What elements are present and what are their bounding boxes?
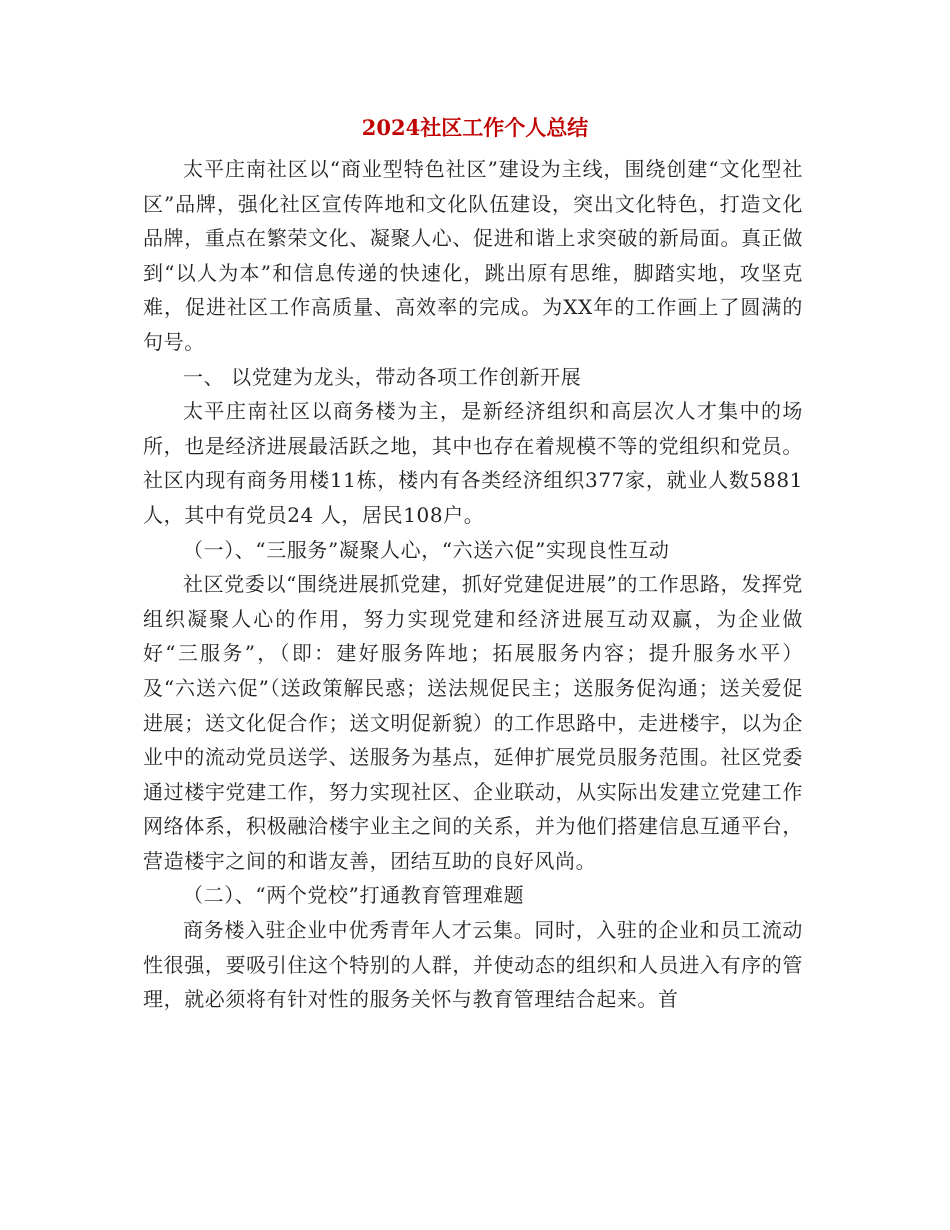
paragraph-community-overview: 太平庄南社区以商务楼为主，是新经济组织和高层次人才集中的场所，也是经济进展最活跃之地，其中也存在着规模不等的党组织和党员。社区内现有商务用楼11栋，楼内有各类经济组织377家，就业人数5881人，其中有党员24 人，居民108户。 xyxy=(143,399,803,527)
paragraph-intro: 太平庄南社区以“商业型特色社区”建设为主线，围绕创建“文化型社区”品牌，强化社区宣传阵地和文化队伍建设，突出文化特色，打造文化品牌，重点在繁荣文化、凝聚人心、促进和谐上求突破的新局面。真正做到“以人为本”和信息传递的快速化，跳出原有思维，脚踏实地，攻坚克难，促进社区工作高质量、高效率的完成。为XX年的工作画上了圆满的句号。 xyxy=(143,157,803,354)
section-heading-1: 一、 以党建为龙头，带动各项工作创新开展 xyxy=(183,364,582,389)
subsection-heading-1: （一）、“三服务”凝聚人心，“六送六促”实现良性互动 xyxy=(183,537,670,562)
paragraph-business-buildings: 商务楼入驻企业中优秀青年人才云集。同时，入驻的企业和员工流动性很强，要吸引住这个特别的人群，并使动态的组织和人员进入有序的管理，就必须将有针对性的服务关怀与教育管理结合起来。首 xyxy=(143,918,803,1012)
paragraph-party-committee: 社区党委以“围绕进展抓党建，抓好党建促进展”的工作思路，发挥党组织凝聚人心的作用，努力实现党建和经济进展互动双赢，为企业做好“三服务”，（即：建好服务阵地；拓展服务内容；提升服务水平）及“六送六促”（送政策解民惑；送法规促民主；送服务促沟通；送关爱促进展；送文化促合作；送文明促新貌）的工作思路中，走进楼宇，以为企业中的流动党员送学、送服务为基点，延伸扩展党员服务范围。社区党委通过楼宇党建工作，努力实现社区、企业联动，从实际出发建立党建工作网络体系，积极融洽楼宇业主之间的关系，并为他们搭建信息互通平台，营造楼宇之间的和谐友善，团结互助的良好风尚。 xyxy=(143,572,803,873)
document-body xyxy=(143,152,803,1017)
subsection-heading-2: （二）、“两个党校”打通教育管理难题 xyxy=(183,883,525,908)
document-title: 2024社区工作个人总结 xyxy=(361,115,589,140)
